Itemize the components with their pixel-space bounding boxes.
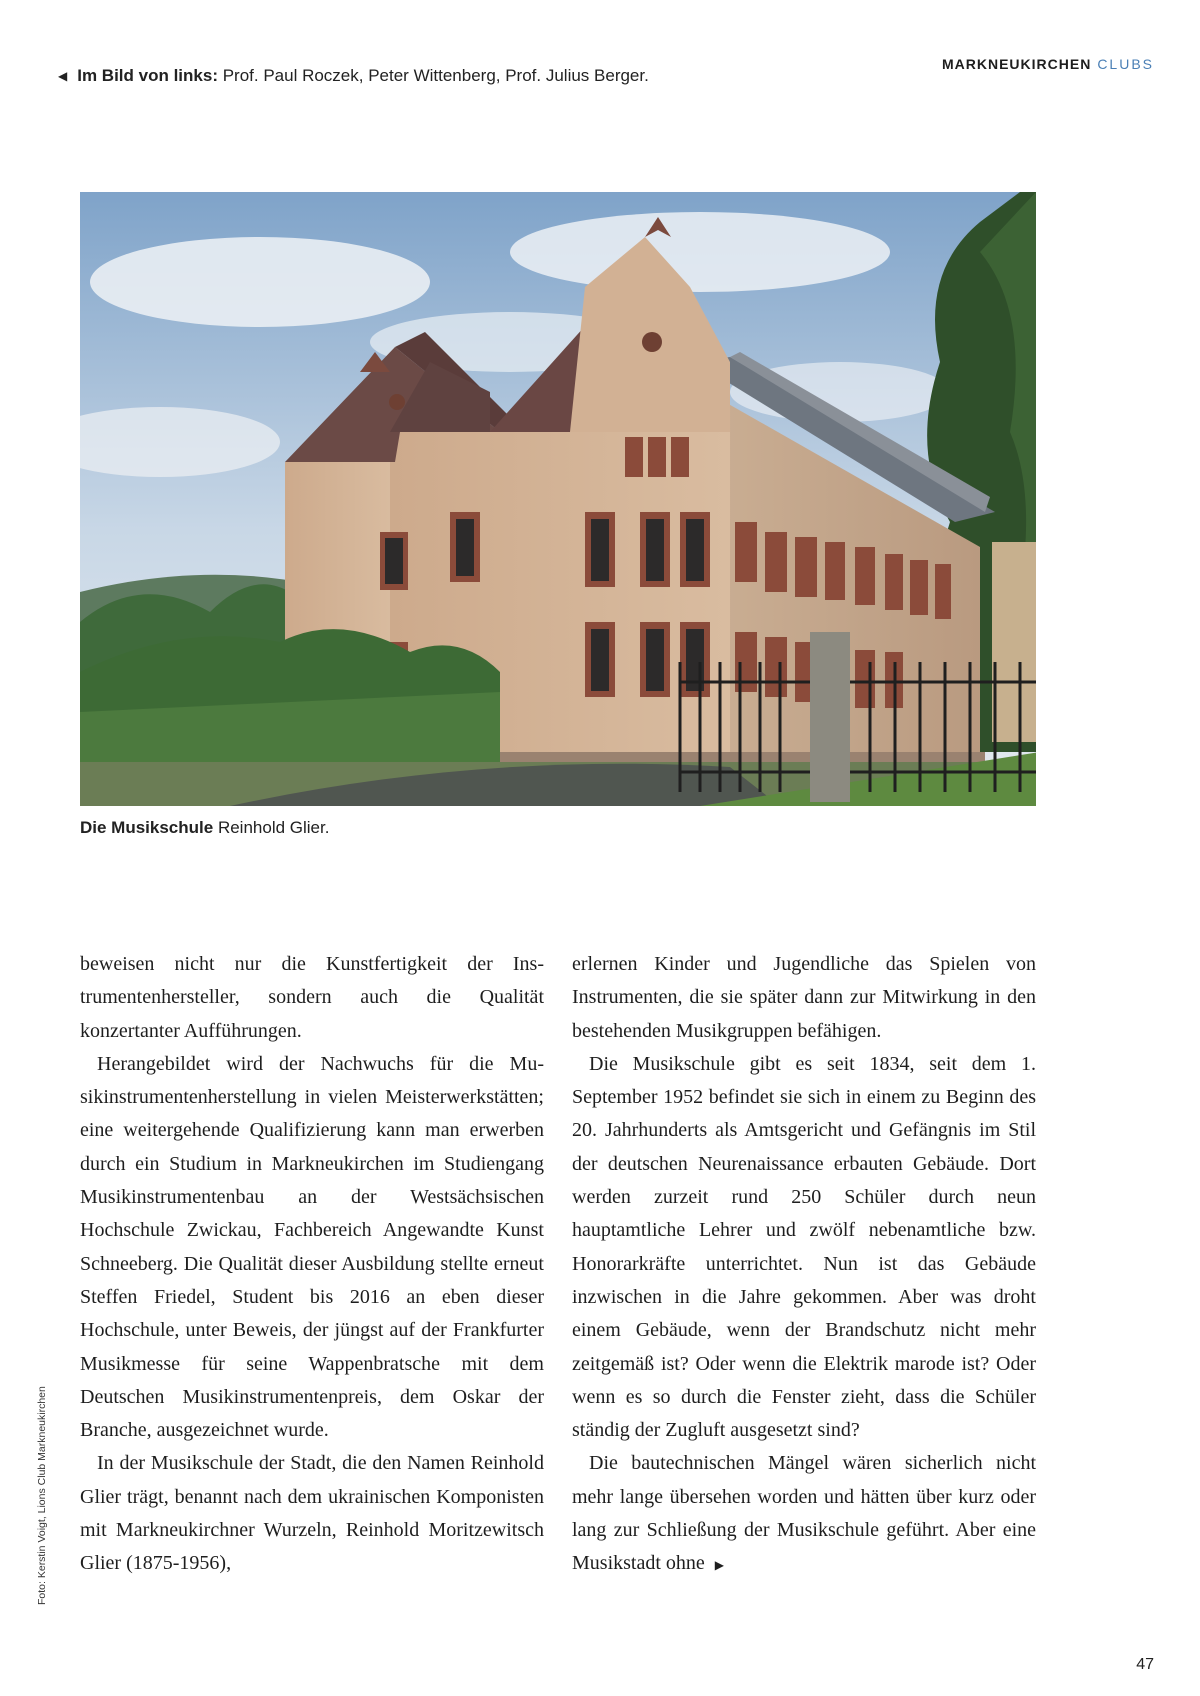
paragraph: Die Musikschule gibt es seit 1834, seit dem 1. September 1952 befindet sie sich in einem zu Beginn des 20. Jahrhunderts als Amtsgericht und Gefängnis im Stil der deutschen Neurenaissance erbauten Gebäude. Dort werden zurzeit rund 250 Schüler durch neun hauptamtliche Lehrer und zwölf nebenamtliche bzw. Honorarkräfte unterrichtet. Nun ist das Gebäude inzwischen in die Jahre gekommen. Aber was droht einem Gebäude, wenn der Brandschutz nicht mehr zeitgemäß ist? Oder wenn die Elektrik marode ist? Oder wenn es so durch die Fenster zieht, dass die Schüler ständig der Zugluft ausgesetzt sind?: [572, 1052, 1036, 1442]
photo-caption-text: Reinhold Glier.: [213, 818, 330, 837]
top-caption-text: Prof. Paul Roczek, Peter Wittenberg, Prof. Julius Berger.: [217, 66, 649, 85]
paragraph: In der Musikschule der Stadt, die den Namen Reinhold Glier trägt, benannt nach dem ukrainischen Komponisten mit Markneukirchner Wurzeln, Reinhold Moritzewitsch Glier (1875-1956),: [80, 1452, 544, 1575]
section-header: [942, 56, 1154, 72]
paragraph: beweisen nicht nur die Kunstfertigkeit der Instrumentenhersteller, sondern auch die Qualität konzertanter Aufführungen.: [80, 953, 544, 1042]
continue-arrow-icon: ▶: [714, 1558, 725, 1573]
page-number: 47: [1136, 1656, 1154, 1673]
paragraph-text: Die bautechnischen Mängel wären sicherlich nicht mehr lange übersehen worden und hätten über kurz oder lang zur Schließung der Musikschule geführt. Aber eine Musikstadt ohne: [572, 1452, 1036, 1575]
paragraph-last: [572, 1447, 1036, 1582]
section-category: CLUBS: [1097, 56, 1154, 72]
section-name: MARKNEUKIRCHEN: [941, 56, 1092, 72]
triangle-left-icon: ◀: [58, 69, 68, 83]
photo-caption: [80, 818, 329, 838]
photo-credit: Foto: Kerstin Voigt, Lions Club Markneukirchen: [36, 1386, 48, 1605]
music-school-photo: [80, 192, 1036, 806]
article-column-right: [572, 948, 1036, 1583]
paragraph: erlernen Kinder und Jugendliche das Spielen von Instrumenten, die sie später dann zur Mitwirkung in den bestehenden Musikgruppen befähigen.: [572, 953, 1036, 1042]
top-caption-lead: Im Bild von links:: [77, 66, 218, 85]
photo-caption-lead: Die Musikschule: [80, 818, 214, 837]
top-image-caption: [58, 66, 649, 86]
paragraph: Herangebildet wird der Nachwuchs für die Musikinstrumentenherstellung in vielen Meisterwerkstätten; eine weitergehende Qualifizierung kann man erwerben durch ein Studium in Markneukirchen im Studiengang Musikinstrumentenbau an der Westsächsischen Hochschule Zwickau, Fachbereich Angewandte Kunst Schneeberg. Die Qualität dieser Ausbildung stellte erneut Steffen Friedel, Student bis 2016 an eben dieser Hochschule, unter Beweis, der jüngst auf der Frankfurter Musikmesse für seine Wappenbratsche mit dem Deutschen Musikinstrumentenpreis, dem Oskar der Branche, ausgezeichnet wurde.: [80, 1052, 544, 1442]
building-illustration: [80, 192, 1036, 806]
article-column-left: [80, 948, 544, 1581]
